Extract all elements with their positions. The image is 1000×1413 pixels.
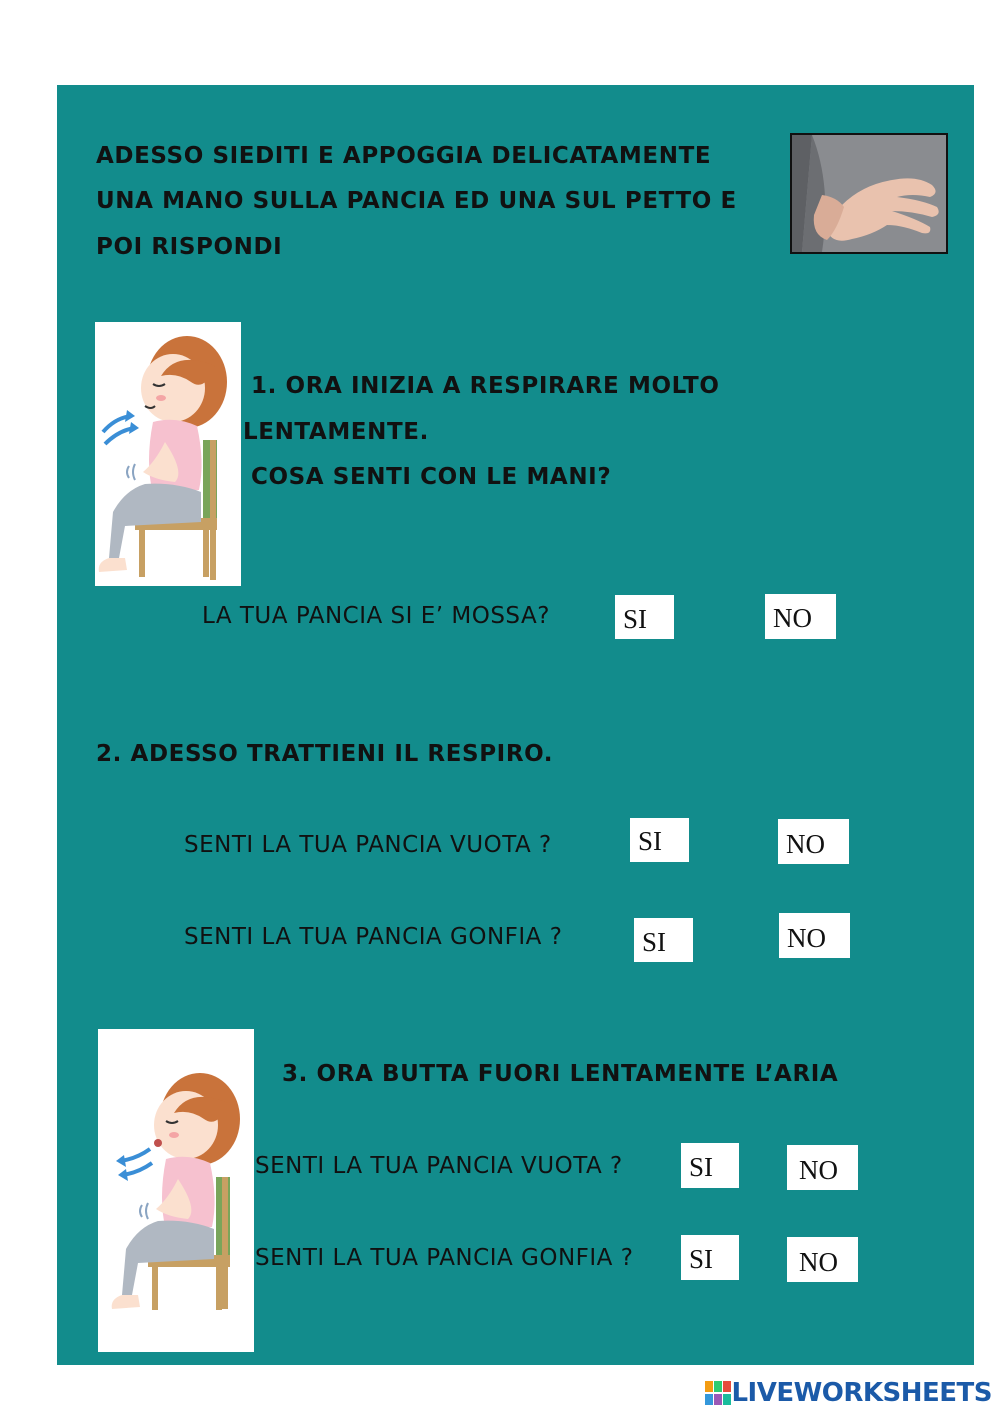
section1-line-1: 1. ORA INIZIA A RESPIRARE MOLTO [251, 373, 720, 399]
breathing-out-illustration [98, 1029, 254, 1352]
section3-q2-yes-box[interactable]: SI [681, 1235, 739, 1280]
section2-title: 2. ADESSO TRATTIENI IL RESPIRO. [96, 741, 554, 767]
section3-title: 3. ORA BUTTA FUORI LENTAMENTE L’ARIA [282, 1061, 839, 1087]
intro-line-3: POI RISPONDI [96, 234, 283, 260]
breathing-in-illustration [95, 322, 241, 586]
section3-q2-no-box[interactable]: NO [787, 1237, 858, 1282]
section3-question-empty: SENTI LA TUA PANCIA VUOTA ? [255, 1153, 623, 1179]
liveworksheets-logo [705, 1378, 992, 1408]
section2-q1-yes-box[interactable]: SI [630, 818, 689, 862]
intro-line-2: UNA MANO SULLA PANCIA ED UNA SUL PETTO E [96, 188, 737, 214]
hand-on-belly-photo [790, 133, 948, 254]
liveworksheets-brand: LIVEWORKSHEETS [731, 1378, 992, 1408]
section2-q2-yes-box[interactable]: SI [634, 918, 693, 962]
section3-q1-no-box[interactable]: NO [787, 1145, 858, 1190]
section3-q1-yes-box[interactable]: SI [681, 1143, 739, 1188]
section1-yes-box[interactable]: SI [615, 595, 674, 639]
section1-question: LA TUA PANCIA SI E’ MOSSA? [202, 603, 550, 629]
liveworksheets-logo-icon [705, 1381, 731, 1405]
intro-line-1: ADESSO SIEDITI E APPOGGIA DELICATAMENTE [96, 143, 712, 169]
section2-question-empty: SENTI LA TUA PANCIA VUOTA ? [184, 832, 552, 858]
section2-q1-no-box[interactable]: NO [778, 819, 849, 864]
section1-line-2: LENTAMENTE. [243, 419, 429, 445]
section3-question-full: SENTI LA TUA PANCIA GONFIA ? [255, 1245, 634, 1271]
section1-no-box[interactable]: NO [765, 594, 836, 639]
section1-line-3: COSA SENTI CON LE MANI? [251, 464, 612, 490]
section2-question-full: SENTI LA TUA PANCIA GONFIA ? [184, 924, 563, 950]
section2-q2-no-box[interactable]: NO [779, 913, 850, 958]
